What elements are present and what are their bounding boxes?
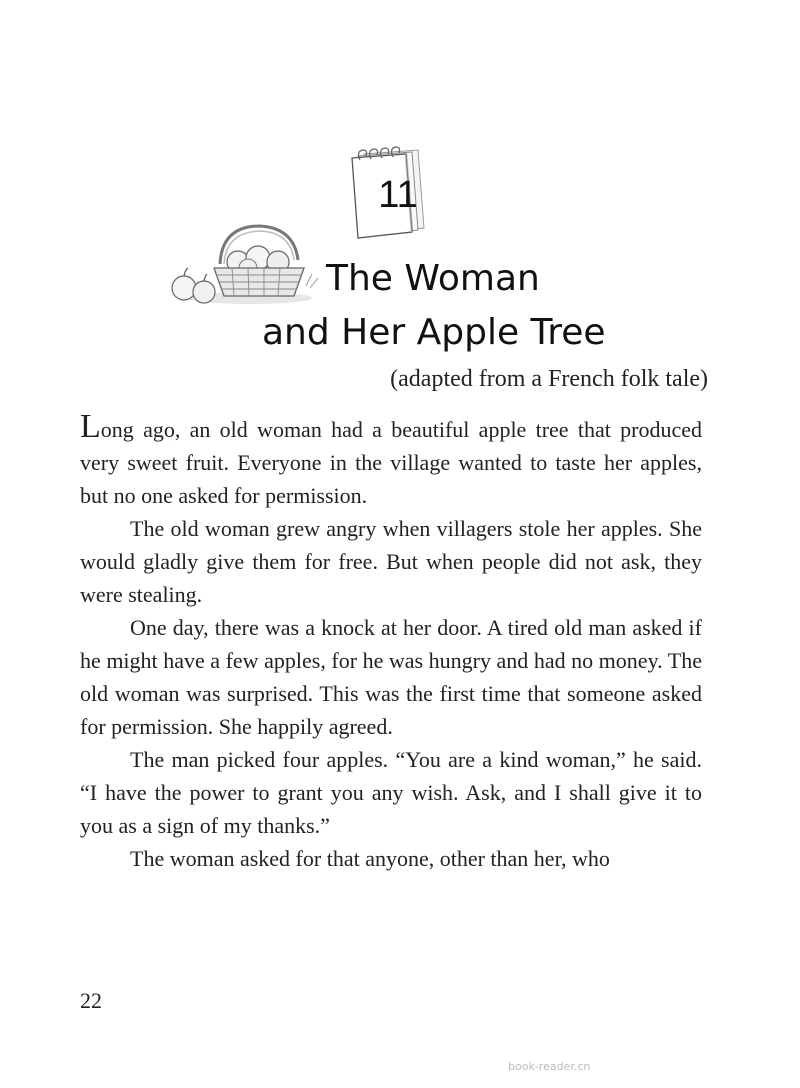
page-number: 22 — [80, 988, 102, 1013]
watermark: book-reader.cn — [508, 1060, 591, 1073]
chapter-title-line2: and Her Apple Tree — [262, 312, 606, 353]
paragraph-5: The woman asked for that anyone, other than her, who — [130, 846, 610, 871]
apple-basket-icon — [160, 216, 320, 308]
story-body — [80, 410, 702, 875]
chapter-number: 11 — [378, 174, 418, 216]
paragraph-2: The old woman grew angry when villagers stole her apples. She would gladly give them for free. But when people did not ask, they were stealing. — [80, 516, 702, 607]
paragraph-4: The man picked four apples. “You are a kind woman,” he said. “I have the power to grant you any wish. Ask, and I shall give it to you as a sign of my thanks.” — [80, 747, 702, 838]
chapter-subtitle: (adapted from a French folk tale) — [390, 366, 708, 392]
chapter-title-line1: The Woman — [326, 258, 540, 299]
drop-cap: L — [80, 408, 101, 445]
paragraph-3: One day, there was a knock at her door. A tired old man asked if he might have a few apples, for he was hungry and had no money. The old woman was surprised. This was the first time that someone asked for permission. She happily agreed. — [80, 615, 702, 739]
paragraph-1 — [80, 410, 702, 512]
paragraph-1-text: ong ago, an old woman had a beautiful apple tree that produced very sweet fruit. Everyone in the village wanted to taste her apples, but no one asked for permission. — [80, 417, 702, 508]
